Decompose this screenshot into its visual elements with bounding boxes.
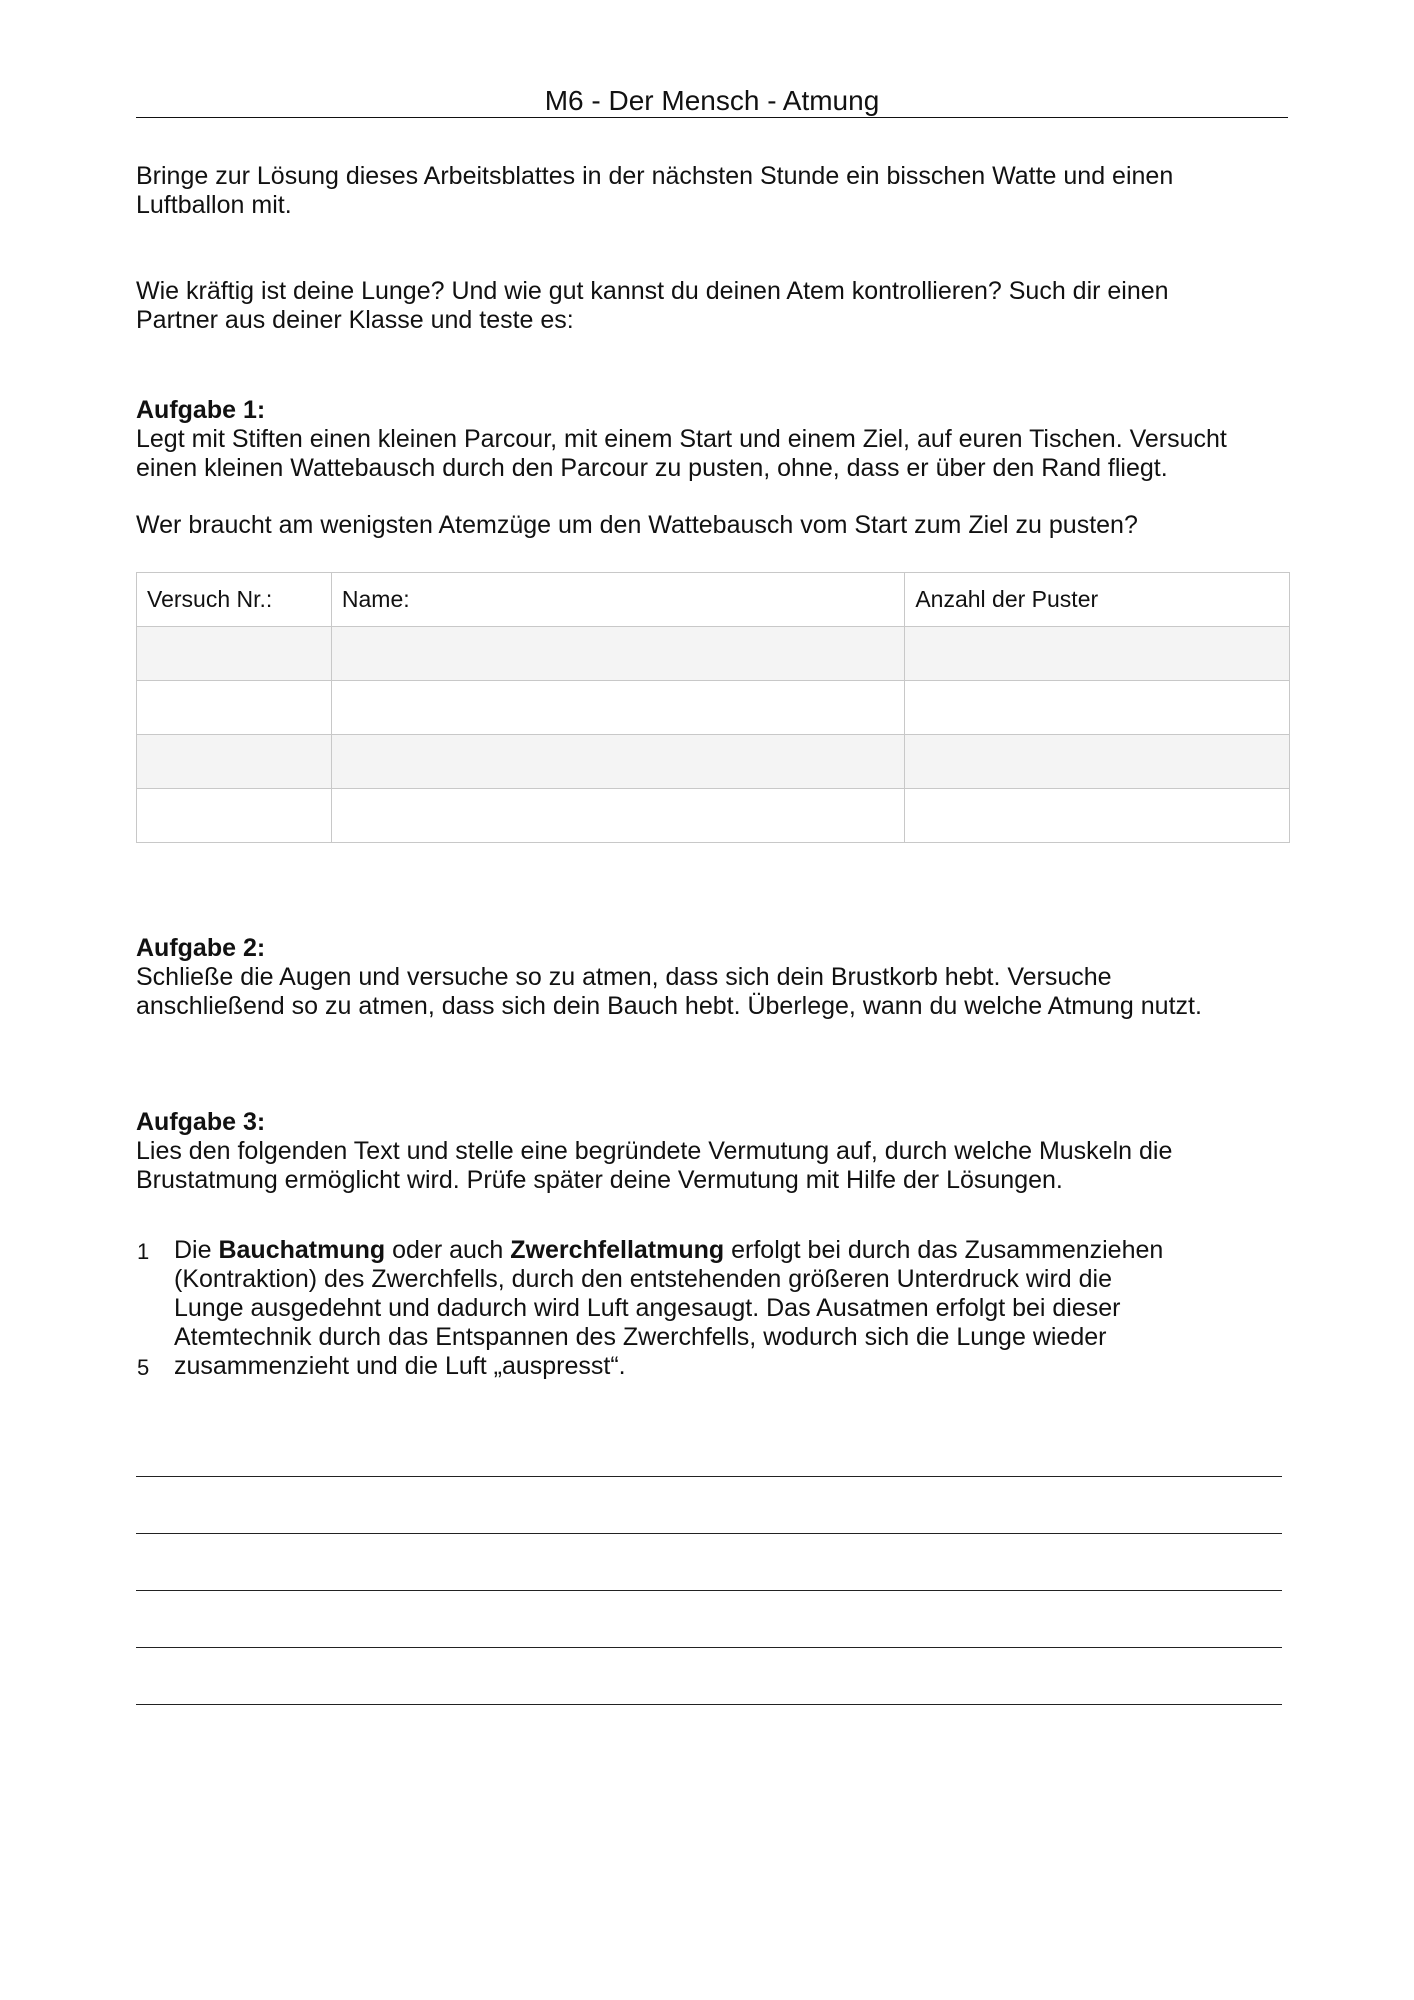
- task3-line-2: Brustatmung ermöglicht wird. Prüfe später deine Vermutung mit Hilfe der Lösungen.: [136, 1166, 1063, 1194]
- task1-text: [136, 396, 1296, 483]
- reading-line-5: zusammenzieht und die Luft „auspresst“.: [174, 1352, 626, 1380]
- column-header-puster: Anzahl der Puster: [905, 573, 1290, 627]
- table-cell[interactable]: [137, 627, 332, 681]
- task1-question: Wer braucht am wenigsten Atemzüge um den Wattebausch vom Start zum Ziel zu pusten?: [136, 511, 1138, 539]
- reading-text-segment: oder auch: [385, 1236, 511, 1264]
- table-cell[interactable]: [905, 735, 1290, 789]
- reading-line-4: Atemtechnik durch das Entspannen des Zwerchfells, wodurch sich die Lunge wieder: [174, 1323, 1107, 1351]
- table-header-row: [137, 573, 1290, 627]
- task3-text: [136, 1108, 1296, 1195]
- table-cell[interactable]: [331, 681, 904, 735]
- task2-heading: Aufgabe 2:: [136, 934, 266, 962]
- term-zwerchfellatmung: Zwerchfellatmung: [510, 1236, 725, 1264]
- table-row: [137, 735, 1290, 789]
- answer-line[interactable]: [136, 1590, 1282, 1591]
- line-number-5: 5: [137, 1355, 150, 1380]
- table-cell[interactable]: [905, 627, 1290, 681]
- task1-heading: Aufgabe 1:: [136, 396, 266, 424]
- table-row: [137, 681, 1290, 735]
- intro-question-line-2: Partner aus deiner Klasse und teste es:: [136, 306, 574, 334]
- task2-line-2: anschließend so zu atmen, dass sich dein Bauch hebt. Überlege, wann du welche Atmung nutzt.: [136, 992, 1202, 1020]
- table-row: [137, 627, 1290, 681]
- answer-line[interactable]: [136, 1533, 1282, 1534]
- intro-question: [136, 277, 1296, 335]
- table-row: [137, 789, 1290, 843]
- intro-line-2: Luftballon mit.: [136, 191, 292, 219]
- intro-question-line-1: Wie kräftig ist deine Lunge? Und wie gut kannst du deinen Atem kontrollieren? Such dir einen: [136, 277, 1169, 305]
- table-cell[interactable]: [331, 735, 904, 789]
- column-header-versuch: Versuch Nr.:: [137, 573, 332, 627]
- answer-line[interactable]: [136, 1704, 1282, 1705]
- reading-text-segment: Die: [174, 1236, 219, 1264]
- page-title: M6 - Der Mensch - Atmung: [544, 85, 880, 116]
- table-cell[interactable]: [137, 789, 332, 843]
- reading-text-segment: erfolgt bei durch das Zusammenziehen: [724, 1236, 1164, 1264]
- task3-line-1: Lies den folgenden Text und stelle eine begründete Vermutung auf, durch welche Muskeln die: [136, 1137, 1173, 1165]
- reading-text: [174, 1236, 1274, 1381]
- task1-line-1: Legt mit Stiften einen kleinen Parcour, mit einem Start und einem Ziel, auf euren Tischen. Versucht: [136, 425, 1227, 453]
- table-cell[interactable]: [905, 681, 1290, 735]
- results-table: [136, 572, 1290, 843]
- column-header-name: Name:: [331, 573, 904, 627]
- task2-text: [136, 934, 1296, 1021]
- table-cell[interactable]: [137, 681, 332, 735]
- table-cell[interactable]: [905, 789, 1290, 843]
- reading-line-2: (Kontraktion) des Zwerchfells, durch den entstehenden größeren Unterdruck wird die: [174, 1265, 1112, 1293]
- table-cell[interactable]: [331, 789, 904, 843]
- answer-line[interactable]: [136, 1476, 1282, 1477]
- task2-line-1: Schließe die Augen und versuche so zu atmen, dass sich dein Brustkorb hebt. Versuche: [136, 963, 1112, 991]
- term-bauchatmung: Bauchatmung: [218, 1236, 386, 1264]
- task1-line-2: einen kleinen Wattebausch durch den Parcour zu pusten, ohne, dass er über den Rand fliegt.: [136, 454, 1168, 482]
- table-cell[interactable]: [137, 735, 332, 789]
- title-underline: [136, 117, 1288, 118]
- line-number-1: 1: [137, 1239, 150, 1264]
- reading-line-3: Lunge ausgedehnt und dadurch wird Luft angesaugt. Das Ausatmen erfolgt bei dieser: [174, 1294, 1121, 1322]
- answer-line[interactable]: [136, 1647, 1282, 1648]
- intro-line-1: Bringe zur Lösung dieses Arbeitsblattes in der nächsten Stunde ein bisschen Watte und einen: [136, 162, 1174, 190]
- table-cell[interactable]: [331, 627, 904, 681]
- task3-heading: Aufgabe 3:: [136, 1108, 266, 1136]
- intro-text: [136, 162, 1296, 220]
